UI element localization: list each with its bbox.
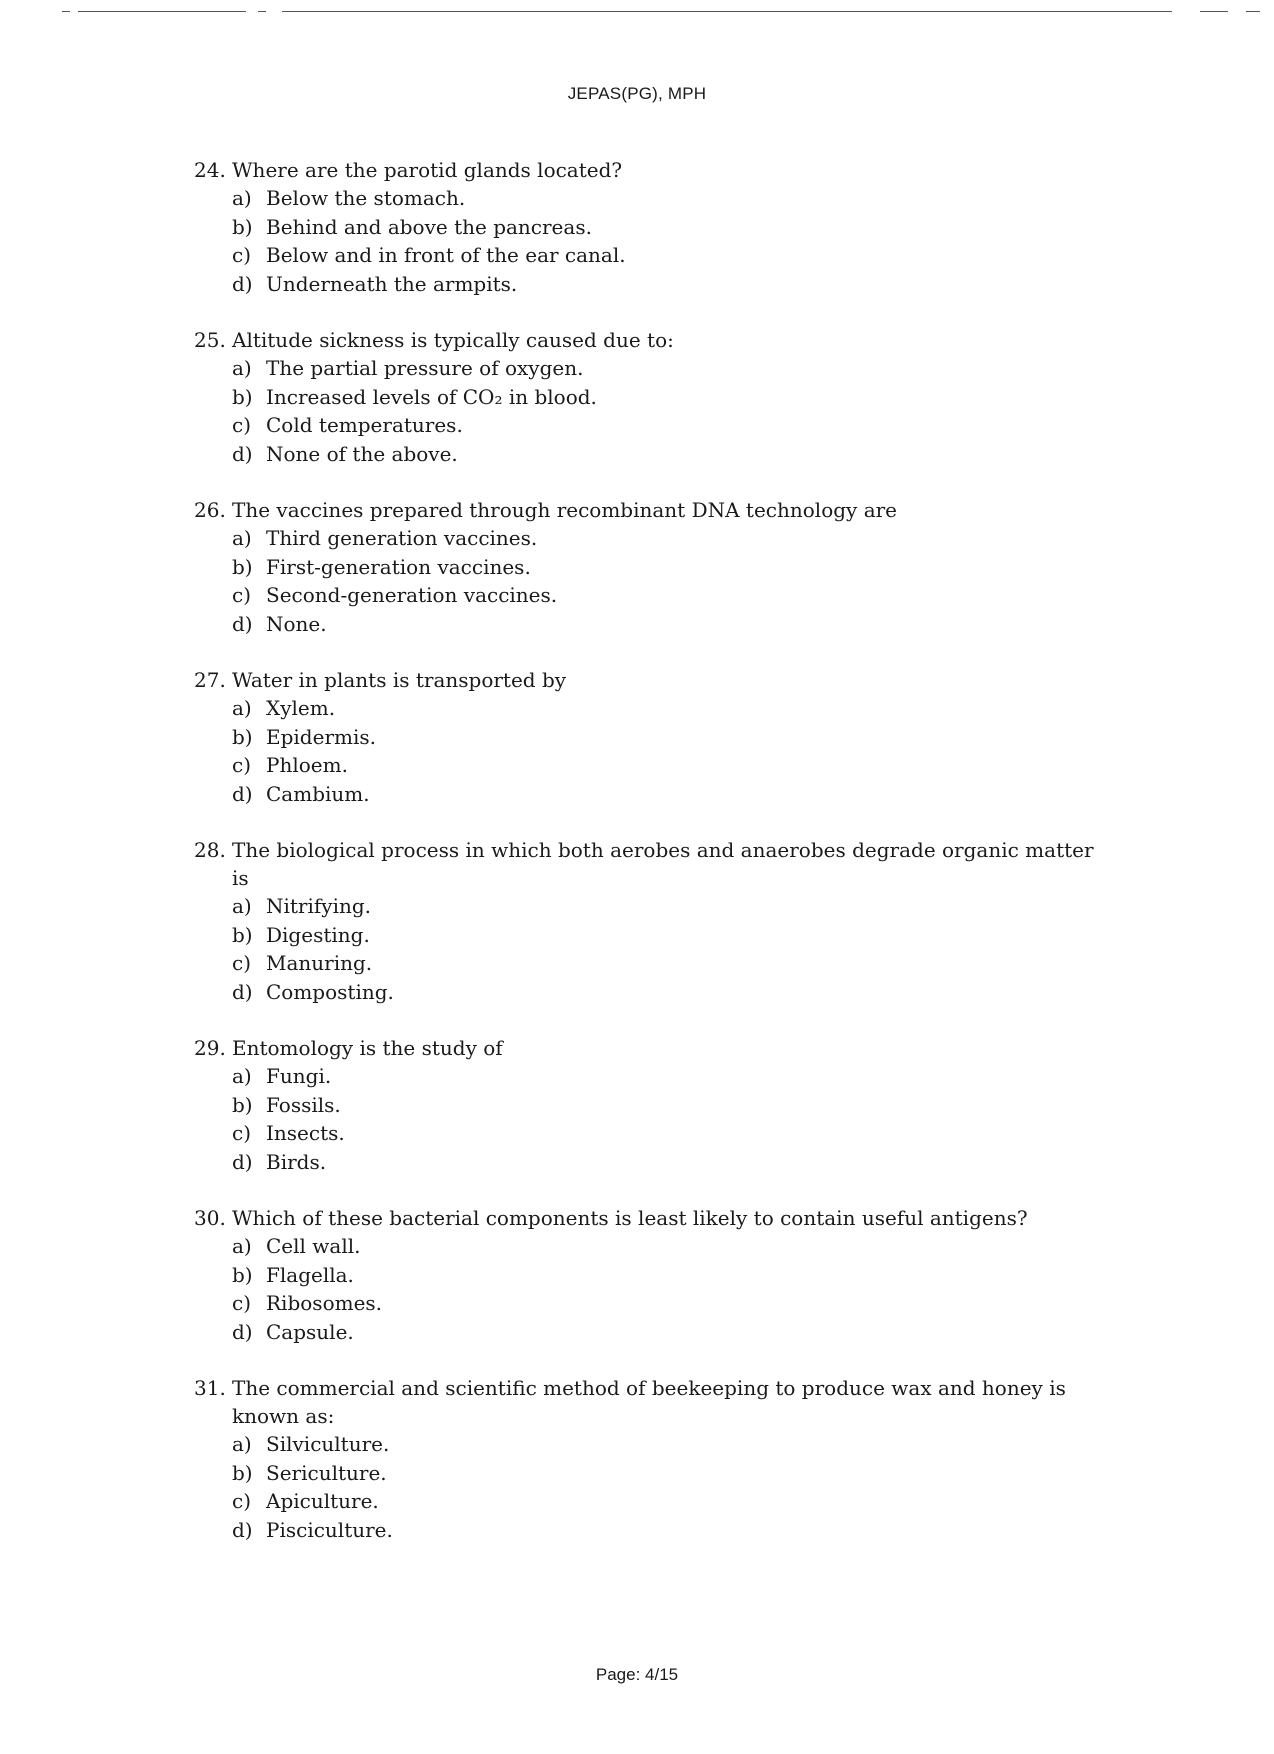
option-text: Second-generation vaccines.: [266, 583, 558, 607]
scan-line: [78, 11, 246, 12]
question-number: 25.: [194, 328, 226, 352]
option-list: [194, 354, 1114, 468]
option-text: Manuring.: [266, 951, 373, 975]
question-28: [194, 836, 1114, 1006]
option-letter: a): [232, 894, 252, 918]
question-26: [194, 496, 1114, 638]
question-29: [194, 1034, 1114, 1176]
scan-line: [1246, 11, 1260, 12]
option-letter: b): [232, 922, 253, 947]
option-list: [194, 184, 1114, 298]
question-text: The vaccines prepared through recombinant DNA technology are: [232, 498, 898, 522]
option-text: Capsule.: [266, 1319, 354, 1344]
answer-option: [232, 751, 1114, 780]
scan-line: [62, 11, 70, 12]
option-letter: b): [232, 384, 253, 409]
answer-option: [232, 1119, 1114, 1148]
question-stem: [194, 326, 1114, 354]
option-letter: d): [232, 1517, 253, 1542]
option-letter: a): [232, 1064, 252, 1088]
answer-option: [232, 892, 1114, 921]
option-text: Phloem.: [266, 753, 348, 777]
answer-option: [232, 1487, 1114, 1516]
option-text: Increased levels of CO₂ in blood.: [266, 384, 597, 409]
option-text: None.: [266, 611, 327, 636]
question-text: The commercial and scientific method of beekeeping to produce wax and honey is known as:: [232, 1376, 1066, 1428]
question-number: 29.: [194, 1036, 226, 1060]
option-letter: b): [232, 554, 253, 579]
option-list: [194, 524, 1114, 638]
option-letter: c): [232, 951, 252, 975]
option-letter: d): [232, 1149, 253, 1174]
option-letter: a): [232, 696, 252, 720]
option-list: [194, 892, 1114, 1006]
option-text: Silviculture.: [266, 1432, 390, 1456]
answer-option: [232, 184, 1114, 213]
option-letter: b): [232, 214, 253, 239]
answer-option: [232, 1091, 1114, 1120]
option-text: Below the stomach.: [266, 186, 466, 210]
answer-option: [232, 1261, 1114, 1290]
question-31: [194, 1374, 1114, 1544]
option-list: [194, 694, 1114, 808]
answer-option: [232, 694, 1114, 723]
option-text: Behind and above the pancreas.: [266, 214, 592, 239]
question-text: Water in plants is transported by: [232, 668, 567, 692]
question-27: [194, 666, 1114, 808]
option-text: Composting.: [266, 979, 394, 1004]
answer-option: [232, 1459, 1114, 1488]
option-letter: d): [232, 1319, 253, 1344]
question-text: The biological process in which both aerobes and anaerobes degrade organic matter is: [232, 838, 1094, 890]
option-letter: c): [232, 1291, 252, 1315]
option-text: Epidermis.: [266, 724, 376, 749]
option-text: Fungi.: [266, 1064, 332, 1088]
option-text: First-generation vaccines.: [266, 554, 531, 579]
question-number: 31.: [194, 1376, 226, 1400]
question-stem: [194, 1204, 1114, 1232]
option-list: [194, 1430, 1114, 1544]
option-letter: c): [232, 1121, 252, 1145]
question-stem: [194, 1034, 1114, 1062]
page-header: JEPAS(PG), MPH: [567, 84, 707, 103]
answer-option: [232, 1232, 1114, 1261]
answer-option: [232, 383, 1114, 412]
option-text: Below and in front of the ear canal.: [266, 243, 626, 267]
page-number: Page: 4/15: [595, 1665, 679, 1684]
question-stem: [194, 1374, 1114, 1430]
option-letter: d): [232, 781, 253, 806]
option-letter: b): [232, 1460, 253, 1485]
option-text: Digesting.: [266, 922, 370, 947]
answer-option: [232, 610, 1114, 639]
answer-option: [232, 1289, 1114, 1318]
question-text: Which of these bacterial components is least likely to contain useful antigens?: [232, 1206, 1028, 1230]
question-number: 28.: [194, 838, 226, 862]
option-letter: c): [232, 243, 252, 267]
option-text: Flagella.: [266, 1262, 354, 1287]
answer-option: [232, 978, 1114, 1007]
question-number: 30.: [194, 1206, 226, 1230]
option-text: Cell wall.: [266, 1234, 361, 1258]
answer-option: [232, 1062, 1114, 1091]
option-letter: a): [232, 356, 252, 380]
answer-option: [232, 780, 1114, 809]
answer-option: [232, 723, 1114, 752]
answer-option: [232, 949, 1114, 978]
option-letter: c): [232, 583, 252, 607]
answer-option: [232, 213, 1114, 242]
answer-option: [232, 1430, 1114, 1459]
question-text: Altitude sickness is typically caused due to:: [232, 328, 674, 352]
answer-option: [232, 553, 1114, 582]
scan-line: [258, 11, 266, 12]
option-text: Xylem.: [266, 696, 336, 720]
answer-option: [232, 440, 1114, 469]
question-30: [194, 1204, 1114, 1346]
option-list: [194, 1062, 1114, 1176]
option-text: Fossils.: [266, 1092, 341, 1117]
option-text: Birds.: [266, 1149, 327, 1174]
option-letter: d): [232, 271, 253, 296]
answer-option: [232, 524, 1114, 553]
scan-line: [282, 11, 1172, 12]
option-text: Pisciculture.: [266, 1517, 393, 1542]
answer-option: [232, 1318, 1114, 1347]
option-text: Apiculture.: [266, 1489, 379, 1513]
answer-option: [232, 241, 1114, 270]
option-text: Third generation vaccines.: [266, 526, 538, 550]
option-letter: a): [232, 1234, 252, 1258]
option-letter: d): [232, 611, 253, 636]
option-text: Ribosomes.: [266, 1291, 383, 1315]
answer-option: [232, 1516, 1114, 1545]
answer-option: [232, 581, 1114, 610]
question-stem: [194, 496, 1114, 524]
option-letter: c): [232, 1489, 252, 1513]
option-text: Nitrifying.: [266, 894, 372, 918]
option-letter: c): [232, 753, 252, 777]
question-25: [194, 326, 1114, 468]
answer-option: [232, 411, 1114, 440]
scan-line: [1200, 11, 1228, 12]
question-list: [194, 156, 1114, 1572]
option-text: Cambium.: [266, 781, 370, 806]
option-letter: a): [232, 1432, 252, 1456]
option-text: Sericulture.: [266, 1460, 387, 1485]
option-letter: c): [232, 413, 252, 437]
question-stem: [194, 156, 1114, 184]
answer-option: [232, 1148, 1114, 1177]
option-text: Insects.: [266, 1121, 345, 1145]
option-letter: a): [232, 526, 252, 550]
option-text: The partial pressure of oxygen.: [266, 356, 584, 380]
option-text: Underneath the armpits.: [266, 271, 518, 296]
question-number: 27.: [194, 668, 226, 692]
option-text: None of the above.: [266, 441, 458, 466]
option-letter: b): [232, 724, 253, 749]
answer-option: [232, 354, 1114, 383]
option-letter: d): [232, 441, 253, 466]
question-text: Where are the parotid glands located?: [232, 158, 623, 182]
question-number: 26.: [194, 498, 226, 522]
option-letter: d): [232, 979, 253, 1004]
option-text: Cold temperatures.: [266, 413, 463, 437]
question-text: Entomology is the study of: [232, 1036, 503, 1060]
question-number: 24.: [194, 158, 226, 182]
option-list: [194, 1232, 1114, 1346]
answer-option: [232, 921, 1114, 950]
question-stem: [194, 836, 1114, 892]
answer-option: [232, 270, 1114, 299]
question-stem: [194, 666, 1114, 694]
question-24: [194, 156, 1114, 298]
option-letter: b): [232, 1092, 253, 1117]
option-letter: a): [232, 186, 252, 210]
option-letter: b): [232, 1262, 253, 1287]
